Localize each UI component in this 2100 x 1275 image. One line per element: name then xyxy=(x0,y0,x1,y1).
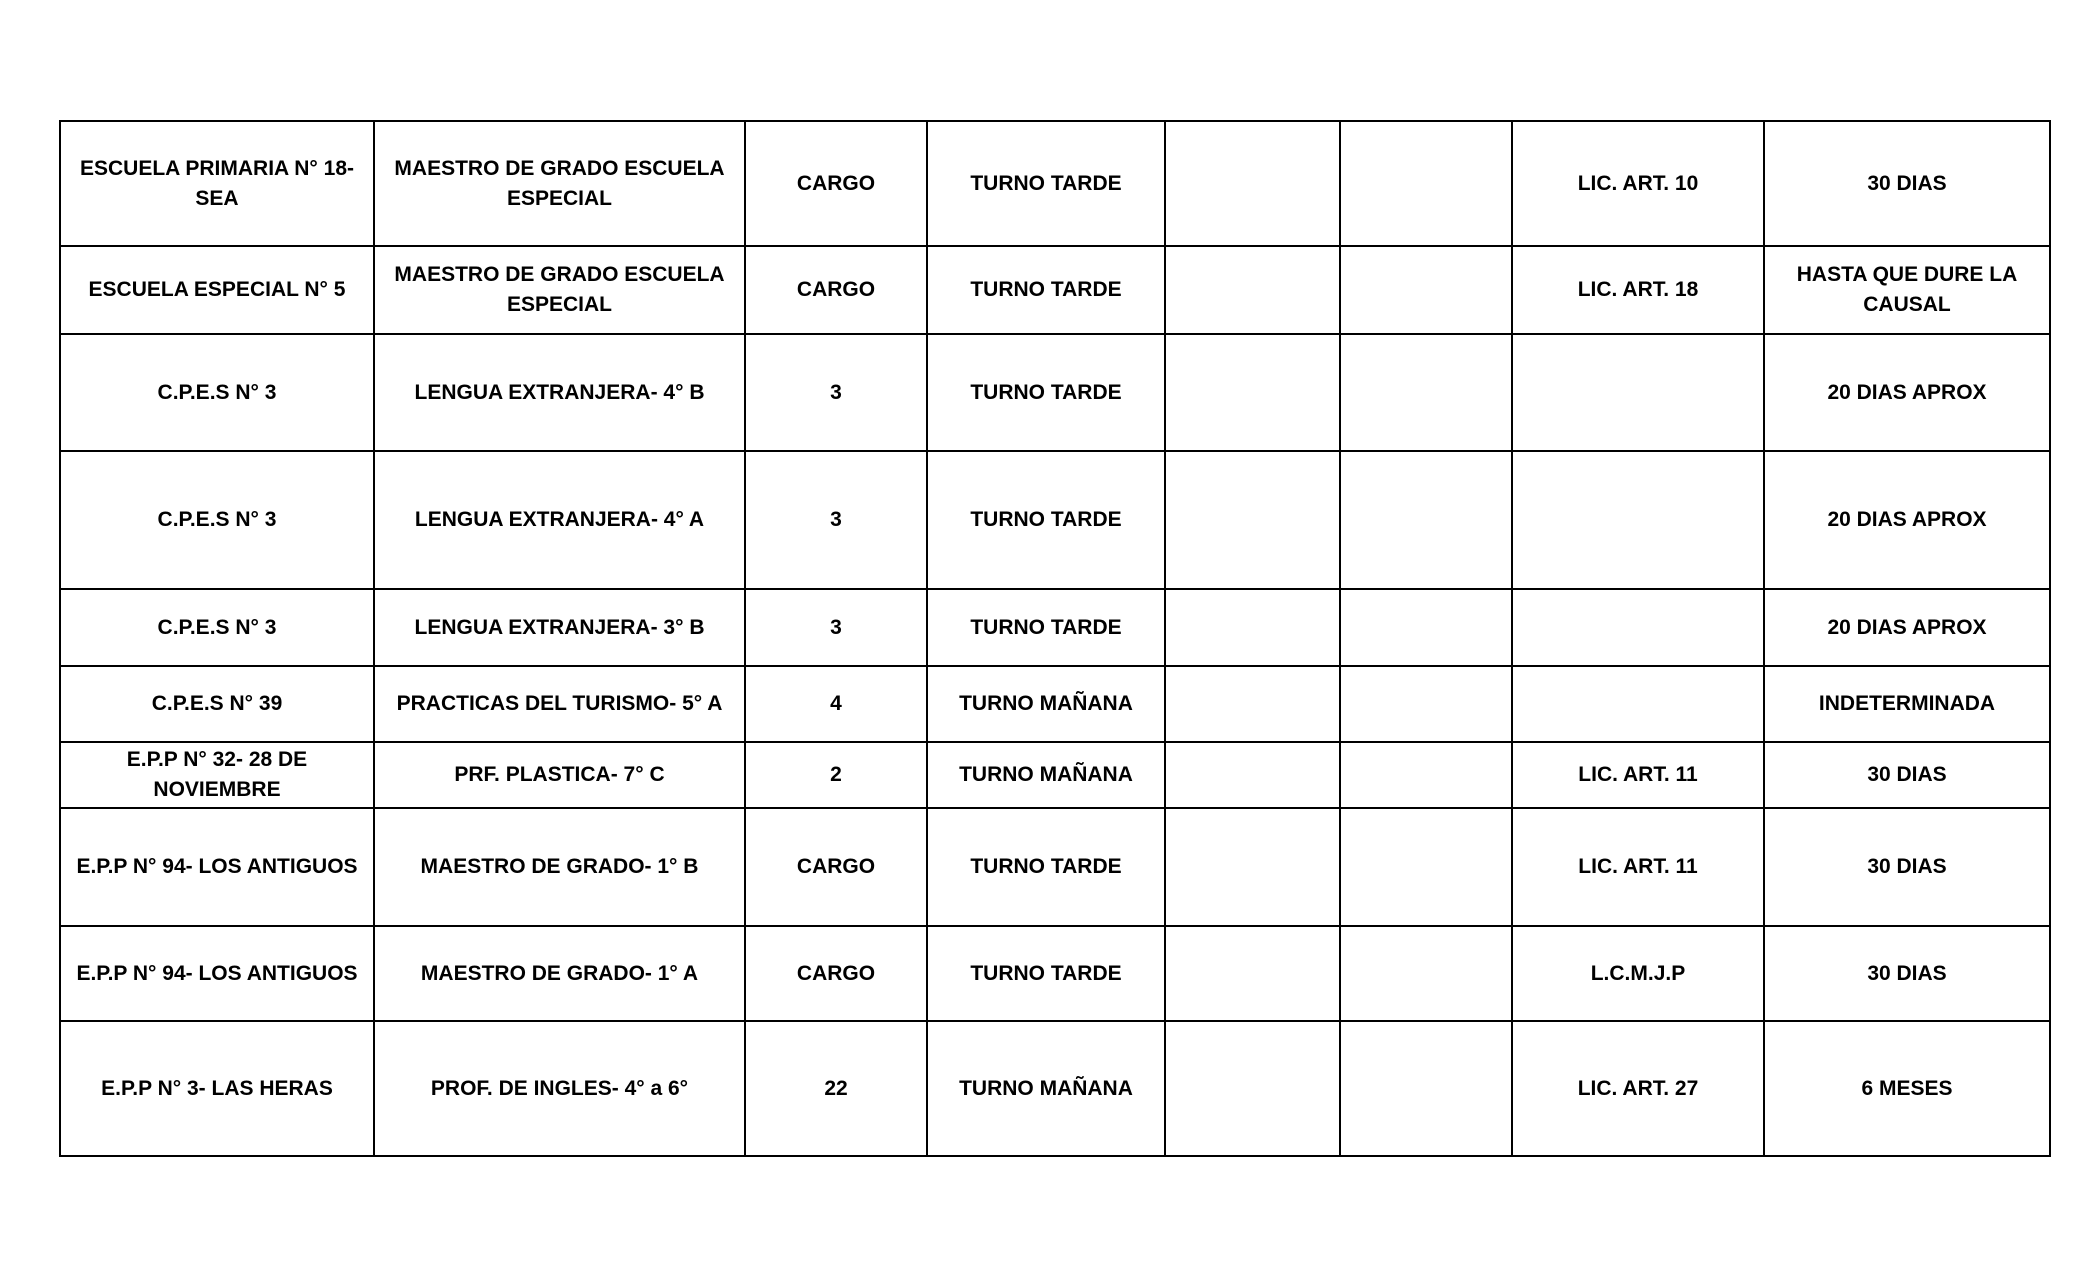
cell-duration: 6 MESES xyxy=(1764,1021,2050,1156)
cell-position: MAESTRO DE GRADO ESCUELA ESPECIAL xyxy=(374,121,745,246)
table-row xyxy=(60,246,2050,334)
cell-duration: 30 DIAS xyxy=(1764,926,2050,1021)
cell-empty xyxy=(1165,334,1340,451)
cell-license: LIC. ART. 27 xyxy=(1512,1021,1764,1156)
cell-duration: 30 DIAS xyxy=(1764,808,2050,926)
cell-hours: 3 xyxy=(745,451,927,589)
cell-position: MAESTRO DE GRADO- 1° B xyxy=(374,808,745,926)
cell-license: L.C.M.J.P xyxy=(1512,926,1764,1021)
cell-license: LIC. ART. 18 xyxy=(1512,246,1764,334)
cell-position: PROF. DE INGLES- 4° a 6° xyxy=(374,1021,745,1156)
cell-empty xyxy=(1165,808,1340,926)
cell-school: C.P.E.S N° 3 xyxy=(60,589,374,666)
cell-hours: 3 xyxy=(745,589,927,666)
cell-position: PRF. PLASTICA- 7° C xyxy=(374,742,745,808)
cell-school: C.P.E.S N° 39 xyxy=(60,666,374,742)
cell-duration: 30 DIAS xyxy=(1764,121,2050,246)
cell-duration: 30 DIAS xyxy=(1764,742,2050,808)
cell-empty xyxy=(1165,742,1340,808)
cell-shift: TURNO TARDE xyxy=(927,121,1165,246)
cell-empty xyxy=(1165,121,1340,246)
cell-license xyxy=(1512,334,1764,451)
cell-license: LIC. ART. 11 xyxy=(1512,742,1764,808)
cell-empty xyxy=(1340,742,1512,808)
cell-duration: INDETERMINADA xyxy=(1764,666,2050,742)
cell-shift: TURNO MAÑANA xyxy=(927,666,1165,742)
cell-school: ESCUELA ESPECIAL N° 5 xyxy=(60,246,374,334)
cell-empty xyxy=(1165,926,1340,1021)
cell-hours: CARGO xyxy=(745,246,927,334)
cell-license xyxy=(1512,451,1764,589)
cell-hours: 2 xyxy=(745,742,927,808)
cell-license: LIC. ART. 10 xyxy=(1512,121,1764,246)
cell-duration: 20 DIAS APROX xyxy=(1764,334,2050,451)
cell-empty xyxy=(1165,451,1340,589)
table-row xyxy=(60,926,2050,1021)
cell-position: LENGUA EXTRANJERA- 4° A xyxy=(374,451,745,589)
table-row xyxy=(60,666,2050,742)
cell-empty xyxy=(1340,451,1512,589)
cell-school: ESCUELA PRIMARIA N° 18- SEA xyxy=(60,121,374,246)
cell-school: C.P.E.S N° 3 xyxy=(60,334,374,451)
table-body xyxy=(60,121,2050,1156)
cell-shift: TURNO TARDE xyxy=(927,246,1165,334)
cell-shift: TURNO TARDE xyxy=(927,926,1165,1021)
table-row xyxy=(60,334,2050,451)
table-row xyxy=(60,589,2050,666)
cell-shift: TURNO TARDE xyxy=(927,451,1165,589)
cell-hours: 4 xyxy=(745,666,927,742)
cell-empty xyxy=(1340,589,1512,666)
cell-school: E.P.P N° 32- 28 DE NOVIEMBRE xyxy=(60,742,374,808)
cell-empty xyxy=(1165,1021,1340,1156)
cell-empty xyxy=(1340,121,1512,246)
table-row xyxy=(60,1021,2050,1156)
cell-position: PRACTICAS DEL TURISMO- 5° A xyxy=(374,666,745,742)
table-row xyxy=(60,808,2050,926)
cell-license xyxy=(1512,666,1764,742)
cell-shift: TURNO TARDE xyxy=(927,808,1165,926)
cell-license: LIC. ART. 11 xyxy=(1512,808,1764,926)
cell-shift: TURNO MAÑANA xyxy=(927,742,1165,808)
cell-hours: CARGO xyxy=(745,926,927,1021)
cell-empty xyxy=(1340,926,1512,1021)
cell-school: E.P.P N° 94- LOS ANTIGUOS xyxy=(60,808,374,926)
vacancy-table xyxy=(59,120,2051,1157)
cell-empty xyxy=(1340,246,1512,334)
cell-school: C.P.E.S N° 3 xyxy=(60,451,374,589)
cell-shift: TURNO TARDE xyxy=(927,334,1165,451)
cell-duration: HASTA QUE DURE LA CAUSAL xyxy=(1764,246,2050,334)
cell-empty xyxy=(1340,808,1512,926)
table-row xyxy=(60,451,2050,589)
cell-empty xyxy=(1340,1021,1512,1156)
cell-empty xyxy=(1340,666,1512,742)
cell-school: E.P.P N° 3- LAS HERAS xyxy=(60,1021,374,1156)
cell-empty xyxy=(1165,246,1340,334)
cell-empty xyxy=(1165,589,1340,666)
cell-school: E.P.P N° 94- LOS ANTIGUOS xyxy=(60,926,374,1021)
cell-hours: CARGO xyxy=(745,121,927,246)
cell-position: MAESTRO DE GRADO- 1° A xyxy=(374,926,745,1021)
cell-hours: 3 xyxy=(745,334,927,451)
cell-shift: TURNO MAÑANA xyxy=(927,1021,1165,1156)
cell-hours: CARGO xyxy=(745,808,927,926)
table-row xyxy=(60,121,2050,246)
table-row xyxy=(60,742,2050,808)
cell-duration: 20 DIAS APROX xyxy=(1764,451,2050,589)
cell-position: MAESTRO DE GRADO ESCUELA ESPECIAL xyxy=(374,246,745,334)
cell-duration: 20 DIAS APROX xyxy=(1764,589,2050,666)
cell-position: LENGUA EXTRANJERA- 3° B xyxy=(374,589,745,666)
cell-empty xyxy=(1340,334,1512,451)
cell-empty xyxy=(1165,666,1340,742)
cell-license xyxy=(1512,589,1764,666)
cell-position: LENGUA EXTRANJERA- 4° B xyxy=(374,334,745,451)
cell-hours: 22 xyxy=(745,1021,927,1156)
cell-shift: TURNO TARDE xyxy=(927,589,1165,666)
